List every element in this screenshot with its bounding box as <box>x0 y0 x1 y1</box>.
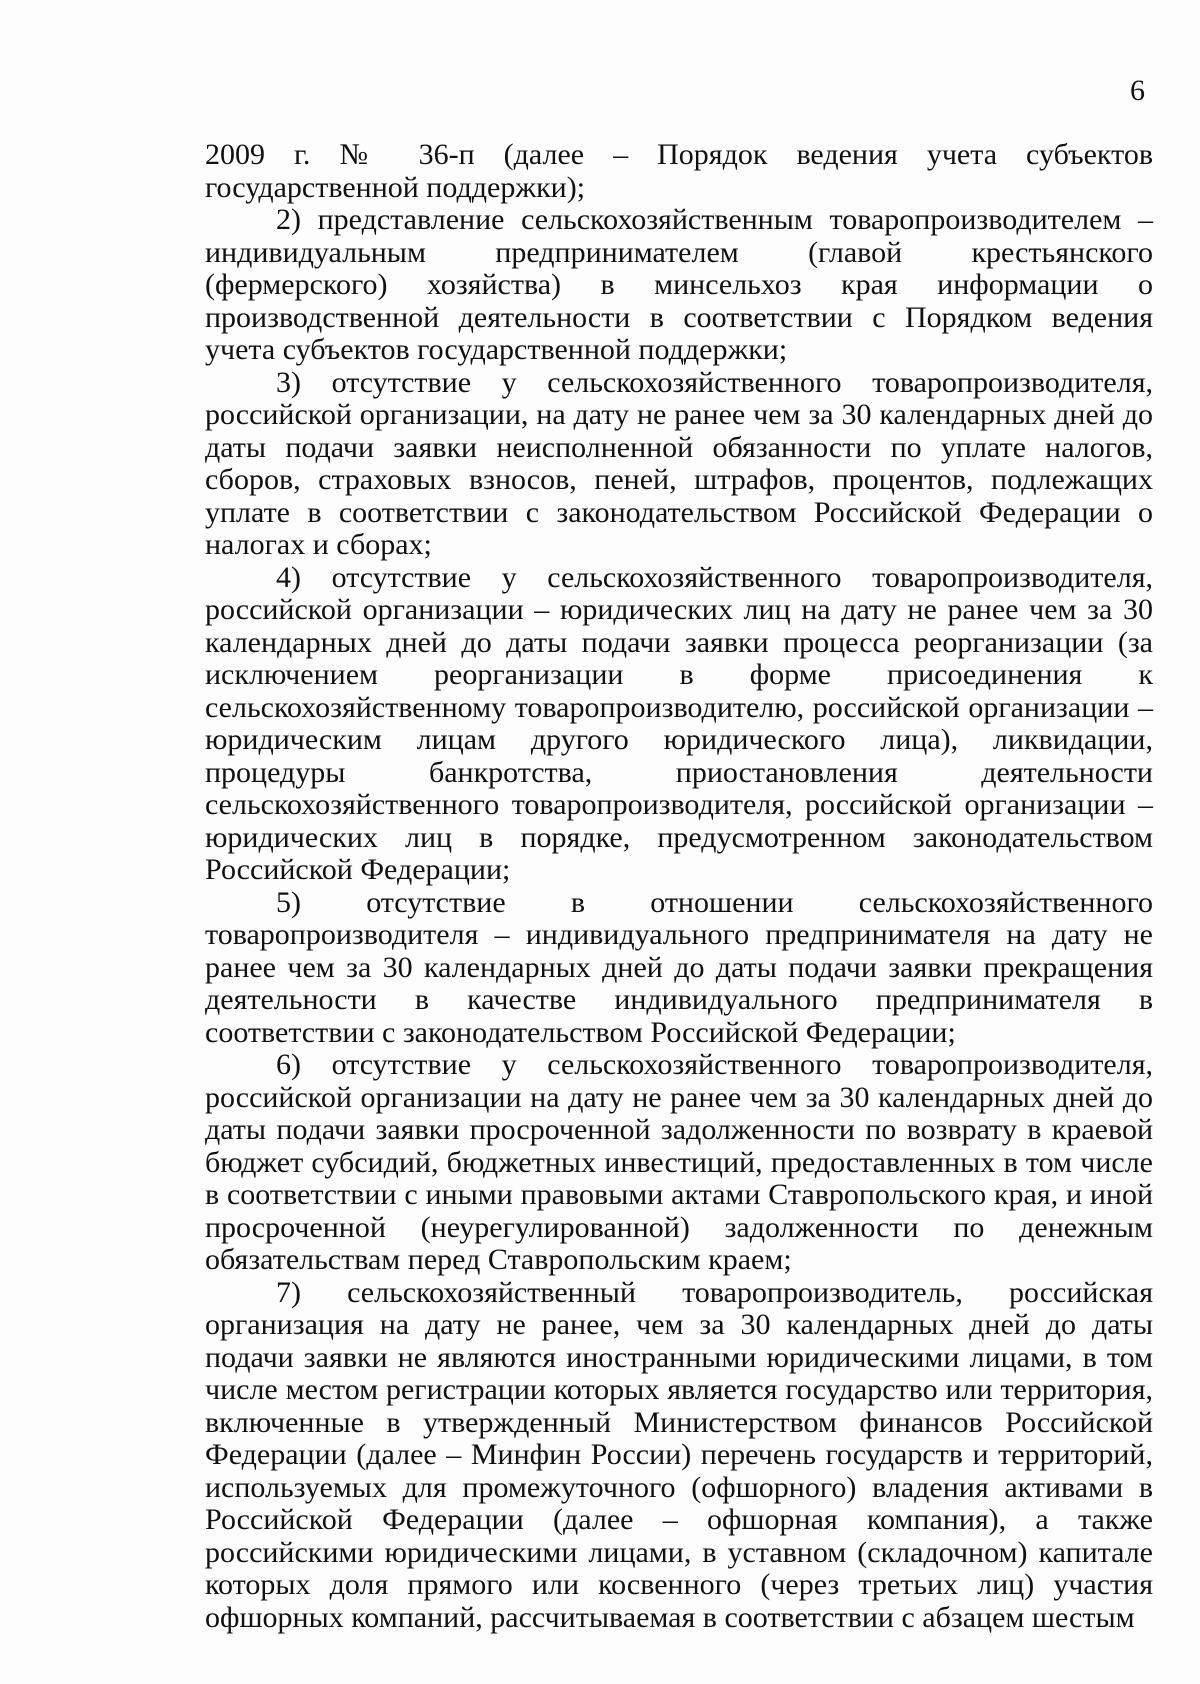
paragraph-item-5: 5) отсутствие в отношении сельскохозяйственного товаропроизводителя – индивидуального предпринимателя на дату не ранее чем за 30 календарных дней до даты подачи заявки прекращения деятельности в качестве индивидуального предпринимателя в соответствии с законодательством Российской Федерации; <box>205 885 1153 1049</box>
page-number: 6 <box>1130 74 1145 107</box>
paragraph-item-3: 3) отсутствие у сельскохозяйственного товаропроизводителя, российской организации, на дату не ранее чем за 30 календарных дней до даты подачи заявки неисполненной обязанности по уплате налогов, сборов, страховых взносов, пеней, штрафов, процентов, подлежащих уплате в соответствии с законодательством Российской Федерации о налогах и сборах; <box>205 365 1153 561</box>
paragraph-item-7: 7) сельскохозяйственный товаропроизводитель, российская организация на дату не ранее, чем за 30 календарных дней до даты подачи заявки не являются иностранными юридическими лицами, в том числе местом регистрации которых является государство или территория, включенные в утвержденный Министерством финансов Российской Федерации (далее – Минфин России) перечень государств и территорий, используемых для промежуточного (офшорного) владения активами в Российской Федерации (далее – офшорная компания), а также российскими юридическими лицами, в уставном (складочном) капитале которых доля прямого или косвенного (через третьих лиц) участия офшорных компаний, рассчитываемая в соответствии с абзацем шестым <box>205 1275 1153 1634</box>
paragraph-item-6: 6) отсутствие у сельскохозяйственного товаропроизводителя, российской организации на дату не ранее чем за 30 календарных дней до даты подачи заявки просроченной задолженности по возврату в краевой бюджет субсидий, бюджетных инвестиций, предоставленных в том числе в соответствии с иными правовыми актами Ставропольского края, и иной просроченной (неурегулированной) задолженности по денежным обязательствам перед Ставропольским краем; <box>205 1048 1153 1276</box>
paragraph-item-4: 4) отсутствие у сельскохозяйственного товаропроизводителя, российской организации – юридических лиц на дату не ранее чем за 30 календарных дней до даты подачи заявки процесса реорганизации (за исключением реорганизации в форме присоединения к сельскохозяйственному товаропроизводителю, российской организации – юридическим лицам другого юридического лица), ликвидации, процедуры банкротства, приостановления деятельности сельскохозяйственного товаропроизводителя, российской организации – юридических лиц в порядке, предусмотренном законодательством Российской Федерации; <box>205 560 1153 886</box>
paragraph-item-2: 2) представление сельскохозяйственным товаропроизводителем – индивидуальным предпринимателем (главой крестьянского (фермерского) хозяйства) в минсельхоз края информации о производственной деятельности в соответствии с Порядком ведения учета субъектов государственной поддержки; <box>205 203 1153 366</box>
paragraph-continuation: 2009 г. № 36-п (далее – Порядок ведения учета субъектов государственной поддержки); <box>205 138 1153 204</box>
document-body <box>205 139 1153 1634</box>
